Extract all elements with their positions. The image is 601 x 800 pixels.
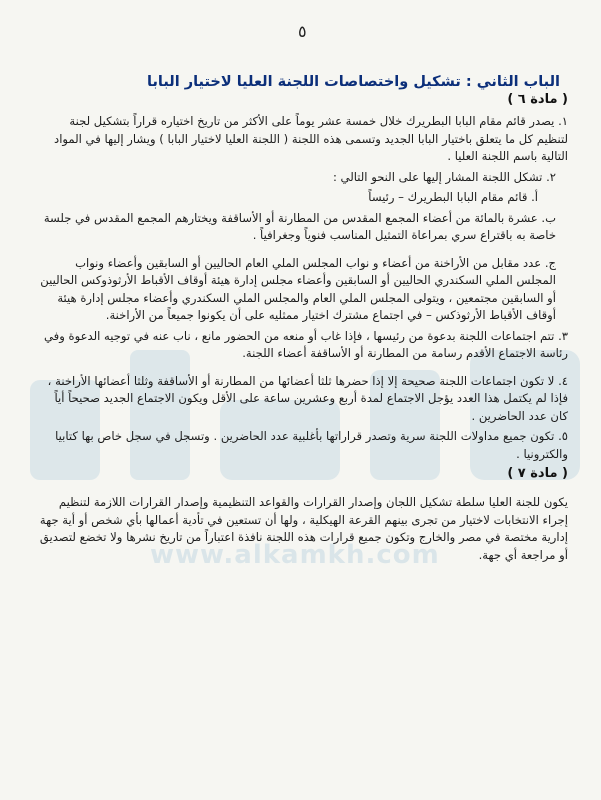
document-body (38, 74, 568, 567)
article-7-body: يكون للجنة العليا سلطة تشكيل اللجان وإصدار القرارات والقواعد التنظيمية وإصدار القرارات اللازمة لتنظيم إجراء الانتخابات لاختيار من تجرى بينهم القرعة الهيكلية ، ولها أن تستعين في تأدية أعمالها بأي شخص أو أية جهة إدارية مختصة في مصر والخارج وتكون جميع قرارات هذه اللجنة نافذة اعتباراً من تاريخ نشرها ولا تخضع لتصديق أو مراجعة أي جهة. (39, 495, 568, 562)
article-6-clause-4: ٤. لا تكون اجتماعات اللجنة صحيحة إلا إذا حضرها ثلثا أعضائها من المطارنة أو الأساقفة وثلثا أعضائها الأراخنة ، فإذا لم يكتمل هذا العدد يؤجل الاجتماع لمدة أربع وعشرين ساعة على الأقل ويكون الاجتماع الجديد صحيحاً أياً كان عدد الحاضرين . (47, 373, 568, 423)
article-6-clause-5: ٥. تكون جميع مداولات اللجنة سرية وتصدر قراراتها بأغلبية عدد الحاضرين . وتسجل في سجل خاص بها كتابيا والكترونيا . (55, 429, 568, 461)
chapter-title: الباب الثاني : تشكيل واختصاصات اللجنة العليا لاختيار البابا (147, 74, 560, 90)
article-6-clause-2b: ب. عشرة بالمائة من أعضاء المجمع المقدس من المطارنة أو الأساقفة ويختارهم المجمع المقدس في جلسة خاصة به باقتراع سري بمراعاة التمثيل المناسب فنوياً وجغرافياً . (43, 210, 556, 242)
article-6-clause-2a: أ. قائم مقام البابا البطريرك – رئيساً (368, 190, 538, 204)
article-6-heading: ( مادة ٦ ) (507, 92, 568, 107)
article-6-clause-2: ٢. تشكل اللجنة المشار إليها على النحو التالي : (332, 169, 556, 184)
page-number: ٥ (298, 22, 307, 41)
watermark-url: www.alkamkh.com (150, 540, 440, 570)
article-6-clause-3: ٣. تتم اجتماعات اللجنة بدعوة من رئيسها ، فإذا غاب أو منعه من الحضور مانع ، ناب عنه في توجيه الدعوة وفي رئاسة الاجتماع الأقدم رسامة من المطارنة أو الأساقفة أعضاء اللجنة. (44, 328, 568, 360)
article-7-heading: ( مادة ٧ ) (507, 466, 568, 481)
article-6-clause-1: ١. يصدر قائم مقام البابا البطريرك خلال خمسة عشر يوماً على الأكثر من تاريخ اختياره قراراً بتشكيل لجنة لتنظيم كل ما يتعلق باختيار البابا الجديد وتسمى هذه اللجنة ( اللجنة العليا لاختيار البابا ) ويشار إليها في المواد التالية باسم اللجنة العليا . (54, 114, 568, 163)
article-6-clause-2c: ج. عدد مقابل من الأراخنة من أعضاء و نواب المجلس الملي العام الحاليين أو السابقين وأعضاء ونواب المجلس الملي السكندري الحاليين أو السابقين وأعضاء مجلس إدارة هيئة أوقاف الأقباط الأرثوذوكس الحاليين أو السابقين مجتمعين ، ويتولى المجلس الملي العام والمجلس الملي السكندري وأعضاء مجلس إدارة هيئة أوقاف الأقباط الأرثوذكس – في اجتماع مشترك اختيار ممثليه على أن يكونوا جميعاً من الأراخنة. (40, 255, 556, 322)
